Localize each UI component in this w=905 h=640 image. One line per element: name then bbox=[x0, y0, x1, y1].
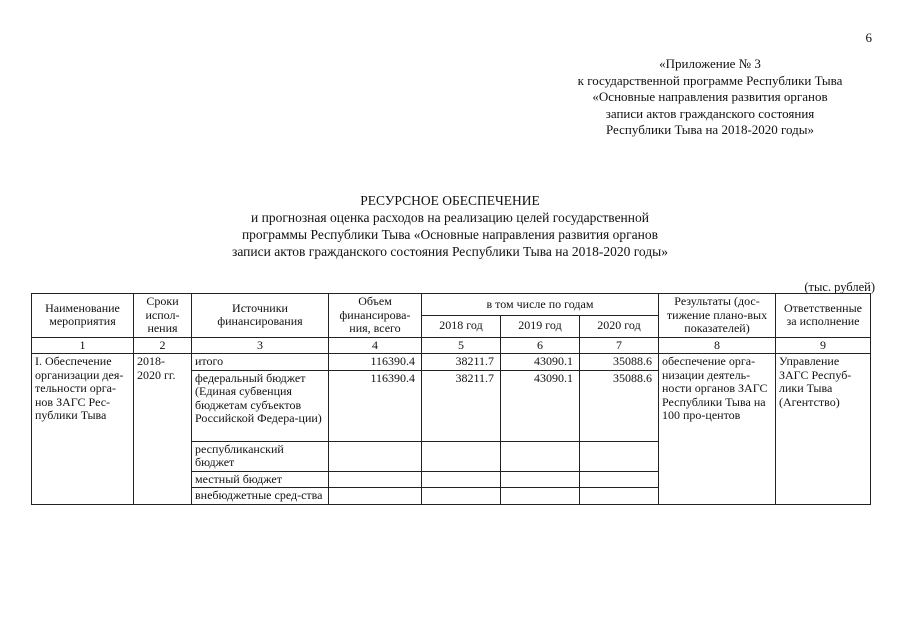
source-label: федеральный бюджет (Единая субвенция бюджетам субъектов Российской Федера-ции) bbox=[192, 370, 329, 441]
activity-name: I. Обеспечение организации дея-тельности орга-нов ЗАГС Рес-публики Тыва bbox=[32, 354, 134, 505]
appendix-line: записи актов гражданского состояния bbox=[605, 105, 815, 121]
header-responsible: Ответственные за исполнение bbox=[776, 294, 871, 338]
source-label: республиканский бюджет bbox=[192, 441, 329, 471]
source-2019: 43090.1 bbox=[501, 354, 580, 371]
source-2019 bbox=[501, 441, 580, 471]
activity-terms: 2018-2020 гг. bbox=[134, 354, 192, 505]
column-number: 1 bbox=[32, 337, 134, 354]
header-row bbox=[32, 294, 871, 316]
appendix-line: Республики Тыва на 2018-2020 годы» bbox=[605, 122, 815, 137]
source-2019: 43090.1 bbox=[501, 370, 580, 441]
activity-result: обеспечение орга-низации деятель-ности органов ЗАГС Республики Тыва на 100 про-центов bbox=[659, 354, 776, 505]
appendix-line: к государственной программе Республики Тыва bbox=[577, 72, 843, 88]
title-line: программы Республики Тыва «Основные направления развития органов bbox=[241, 227, 659, 242]
column-number: 9 bbox=[776, 337, 871, 354]
header-by-years: в том числе по годам bbox=[422, 294, 659, 316]
column-number: 8 bbox=[659, 337, 776, 354]
page-number: 6 bbox=[865, 30, 872, 45]
column-number: 4 bbox=[329, 337, 422, 354]
column-number: 3 bbox=[192, 337, 329, 354]
document-title bbox=[150, 192, 750, 260]
source-label: итого bbox=[192, 354, 329, 371]
source-2018: 38211.7 bbox=[422, 354, 501, 371]
header-2019: 2019 год bbox=[501, 315, 580, 337]
source-total bbox=[329, 471, 422, 488]
table-row bbox=[32, 354, 871, 371]
source-2020 bbox=[580, 441, 659, 471]
header-terms: Сроки испол-нения bbox=[134, 294, 192, 338]
source-2018: 38211.7 bbox=[422, 370, 501, 441]
header-2020: 2020 год bbox=[580, 315, 659, 337]
header-sources: Источники финансирования bbox=[192, 294, 329, 338]
header-results: Результаты (дос-тижение плано-вых показателей) bbox=[659, 294, 776, 338]
column-number: 5 bbox=[422, 337, 501, 354]
header-name: Наименование мероприятия bbox=[32, 294, 134, 338]
header-2018: 2018 год bbox=[422, 315, 501, 337]
appendix-line: «Основные направления развития органов bbox=[592, 89, 828, 104]
source-total: 116390.4 bbox=[329, 354, 422, 371]
source-2019 bbox=[501, 471, 580, 488]
title-line: записи актов гражданского состояния Республики Тыва на 2018-2020 годы» bbox=[232, 244, 668, 259]
source-2018 bbox=[422, 471, 501, 488]
source-total: 116390.4 bbox=[329, 370, 422, 441]
source-2018 bbox=[422, 441, 501, 471]
source-2020 bbox=[580, 471, 659, 488]
column-number-row bbox=[32, 337, 871, 354]
appendix-block bbox=[520, 56, 900, 139]
source-2020: 35088.6 bbox=[580, 370, 659, 441]
source-2019 bbox=[501, 488, 580, 505]
source-2020 bbox=[580, 488, 659, 505]
source-total bbox=[329, 488, 422, 505]
column-number: 7 bbox=[580, 337, 659, 354]
source-total bbox=[329, 441, 422, 471]
units-label: (тыс. рублей) bbox=[804, 280, 875, 294]
activity-responsible: Управление ЗАГС Респуб-лики Тыва (Агентство) bbox=[776, 354, 871, 505]
source-label: местный бюджет bbox=[192, 471, 329, 488]
source-2018 bbox=[422, 488, 501, 505]
title-heading: РЕСУРСНОЕ ОБЕСПЕЧЕНИЕ bbox=[360, 193, 540, 208]
source-2020: 35088.6 bbox=[580, 354, 659, 371]
resource-table bbox=[31, 293, 871, 505]
column-number: 2 bbox=[134, 337, 192, 354]
source-label: внебюджетные сред-ства bbox=[192, 488, 329, 505]
header-total: Объем финансирова-ния, всего bbox=[329, 294, 422, 338]
title-line: и прогнозная оценка расходов на реализацию целей государственной bbox=[251, 210, 649, 225]
appendix-line: «Приложение № 3 bbox=[659, 56, 761, 71]
column-number: 6 bbox=[501, 337, 580, 354]
